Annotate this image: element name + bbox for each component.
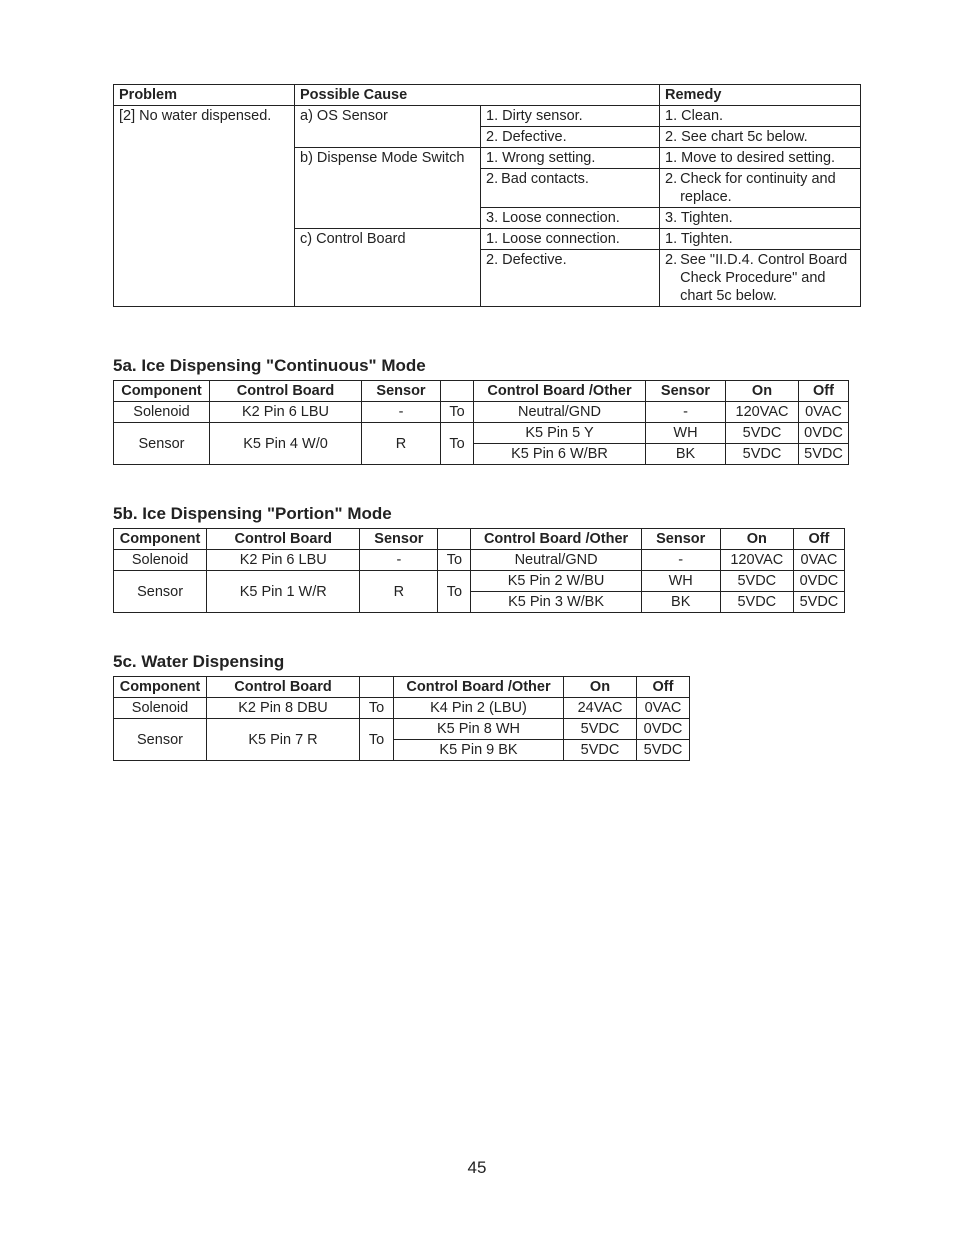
list-number: 2. bbox=[665, 171, 678, 187]
table-row bbox=[114, 571, 845, 592]
component-cell: Solenoid bbox=[114, 698, 207, 719]
header-off: Off bbox=[799, 381, 849, 402]
off-cell: 0VAC bbox=[637, 698, 690, 719]
on-cell: 24VAC bbox=[564, 698, 637, 719]
cause-detail-cell: 2. Defective. bbox=[481, 250, 660, 307]
control-board-other-cell: K5 Pin 2 W/BU bbox=[471, 571, 641, 592]
table-header-row bbox=[114, 85, 861, 106]
list-text: Check for continuity and replace. bbox=[680, 171, 836, 205]
to-cell: To bbox=[438, 571, 471, 613]
cause-detail-cell bbox=[481, 169, 660, 208]
on-cell: 5VDC bbox=[564, 719, 637, 740]
component-cell: Solenoid bbox=[114, 550, 207, 571]
on-cell: 5VDC bbox=[564, 740, 637, 761]
remedy-cell: 1. Move to desired setting. bbox=[660, 148, 861, 169]
table-row bbox=[114, 719, 690, 740]
control-board-cell: K2 Pin 8 DBU bbox=[207, 698, 360, 719]
off-cell: 0VDC bbox=[799, 423, 849, 444]
section-5c-table bbox=[113, 676, 690, 761]
table-header-row bbox=[114, 381, 849, 402]
header-off: Off bbox=[793, 529, 844, 550]
sensor-2-cell: WH bbox=[641, 571, 720, 592]
to-cell: To bbox=[360, 698, 394, 719]
header-off: Off bbox=[637, 677, 690, 698]
component-cell: Sensor bbox=[114, 423, 210, 465]
header-sensor: Sensor bbox=[362, 381, 441, 402]
header-blank bbox=[360, 677, 394, 698]
table-row bbox=[114, 550, 845, 571]
table-row bbox=[114, 106, 861, 127]
header-on: On bbox=[726, 381, 799, 402]
to-cell: To bbox=[438, 550, 471, 571]
control-board-cell: K5 Pin 7 R bbox=[207, 719, 360, 761]
control-board-cell: K5 Pin 1 W/R bbox=[207, 571, 360, 613]
problem-cell: [2] No water dispensed. bbox=[114, 106, 295, 307]
to-cell: To bbox=[441, 423, 474, 465]
header-on: On bbox=[564, 677, 637, 698]
table-row bbox=[114, 423, 849, 444]
section-5a-table bbox=[113, 380, 849, 465]
off-cell: 5VDC bbox=[637, 740, 690, 761]
header-control-board-other: Control Board /Other bbox=[474, 381, 646, 402]
remedy-cell: 1. Clean. bbox=[660, 106, 861, 127]
sensor-2-cell: - bbox=[646, 402, 726, 423]
on-cell: 5VDC bbox=[726, 423, 799, 444]
header-control-board: Control Board bbox=[207, 677, 360, 698]
header-sensor-2: Sensor bbox=[641, 529, 720, 550]
on-cell: 5VDC bbox=[720, 592, 793, 613]
cause-detail-cell: 1. Loose connection. bbox=[481, 229, 660, 250]
section-5b-title: 5b. Ice Dispensing "Portion" Mode bbox=[113, 504, 392, 523]
header-problem: Problem bbox=[114, 85, 295, 106]
off-cell: 5VDC bbox=[793, 592, 844, 613]
header-control-board: Control Board bbox=[207, 529, 360, 550]
on-cell: 120VAC bbox=[726, 402, 799, 423]
list-text: See "II.D.4. Control Board Check Procedure" and chart 5c below. bbox=[680, 252, 848, 304]
sensor-cell: - bbox=[360, 550, 438, 571]
on-cell: 5VDC bbox=[726, 444, 799, 465]
header-sensor-2: Sensor bbox=[646, 381, 726, 402]
section-5c-title: 5c. Water Dispensing bbox=[113, 652, 285, 671]
to-cell: To bbox=[360, 719, 394, 761]
cause-group-cell: b) Dispense Mode Switch bbox=[295, 148, 481, 229]
control-board-other-cell: K5 Pin 6 W/BR bbox=[474, 444, 646, 465]
header-remedy: Remedy bbox=[660, 85, 861, 106]
control-board-cell: K5 Pin 4 W/0 bbox=[210, 423, 362, 465]
sensor-cell: - bbox=[362, 402, 441, 423]
cause-detail-cell: 3. Loose connection. bbox=[481, 208, 660, 229]
remedy-cell: 1. Tighten. bbox=[660, 229, 861, 250]
header-component: Component bbox=[114, 529, 207, 550]
header-control-board-other: Control Board /Other bbox=[394, 677, 564, 698]
control-board-cell: K2 Pin 6 LBU bbox=[210, 402, 362, 423]
section-5a-title: 5a. Ice Dispensing "Continuous" Mode bbox=[113, 356, 426, 375]
header-component: Component bbox=[114, 381, 210, 402]
control-board-other-cell: K5 Pin 3 W/BK bbox=[471, 592, 641, 613]
header-possible-cause: Possible Cause bbox=[295, 85, 660, 106]
table-header-row bbox=[114, 677, 690, 698]
off-cell: 0VAC bbox=[793, 550, 844, 571]
list-text: Bad contacts. bbox=[501, 171, 589, 187]
table-row bbox=[114, 402, 849, 423]
component-cell: Solenoid bbox=[114, 402, 210, 423]
sensor-2-cell: - bbox=[641, 550, 720, 571]
troubleshooting-table bbox=[113, 84, 861, 307]
off-cell: 0VDC bbox=[637, 719, 690, 740]
remedy-cell: 3. Tighten. bbox=[660, 208, 861, 229]
component-cell: Sensor bbox=[114, 571, 207, 613]
header-blank bbox=[441, 381, 474, 402]
off-cell: 5VDC bbox=[799, 444, 849, 465]
header-control-board: Control Board bbox=[210, 381, 362, 402]
list-number: 2. bbox=[665, 252, 678, 268]
list-number: 2. bbox=[486, 171, 499, 187]
sensor-cell: R bbox=[360, 571, 438, 613]
control-board-cell: K2 Pin 6 LBU bbox=[207, 550, 360, 571]
remedy-cell bbox=[660, 250, 861, 307]
header-sensor: Sensor bbox=[360, 529, 438, 550]
off-cell: 0VAC bbox=[799, 402, 849, 423]
header-on: On bbox=[720, 529, 793, 550]
cause-detail-cell: 1. Dirty sensor. bbox=[481, 106, 660, 127]
sensor-cell: R bbox=[362, 423, 441, 465]
on-cell: 5VDC bbox=[720, 571, 793, 592]
table-row bbox=[114, 698, 690, 719]
header-blank bbox=[438, 529, 471, 550]
control-board-other-cell: Neutral/GND bbox=[471, 550, 641, 571]
sensor-2-cell: WH bbox=[646, 423, 726, 444]
control-board-other-cell: K5 Pin 5 Y bbox=[474, 423, 646, 444]
cause-detail-cell: 2. Defective. bbox=[481, 127, 660, 148]
remedy-cell bbox=[660, 169, 861, 208]
cause-group-cell: a) OS Sensor bbox=[295, 106, 481, 148]
to-cell: To bbox=[441, 402, 474, 423]
control-board-other-cell: K5 Pin 8 WH bbox=[394, 719, 564, 740]
control-board-other-cell: K5 Pin 9 BK bbox=[394, 740, 564, 761]
table-header-row bbox=[114, 529, 845, 550]
on-cell: 120VAC bbox=[720, 550, 793, 571]
header-component: Component bbox=[114, 677, 207, 698]
remedy-cell: 2. See chart 5c below. bbox=[660, 127, 861, 148]
control-board-other-cell: K4 Pin 2 (LBU) bbox=[394, 698, 564, 719]
page-number: 45 bbox=[467, 1158, 487, 1177]
section-5b-table bbox=[113, 528, 845, 613]
sensor-2-cell: BK bbox=[646, 444, 726, 465]
component-cell: Sensor bbox=[114, 719, 207, 761]
header-control-board-other: Control Board /Other bbox=[471, 529, 641, 550]
control-board-other-cell: Neutral/GND bbox=[474, 402, 646, 423]
sensor-2-cell: BK bbox=[641, 592, 720, 613]
cause-detail-cell: 1. Wrong setting. bbox=[481, 148, 660, 169]
cause-group-cell: c) Control Board bbox=[295, 229, 481, 307]
off-cell: 0VDC bbox=[793, 571, 844, 592]
